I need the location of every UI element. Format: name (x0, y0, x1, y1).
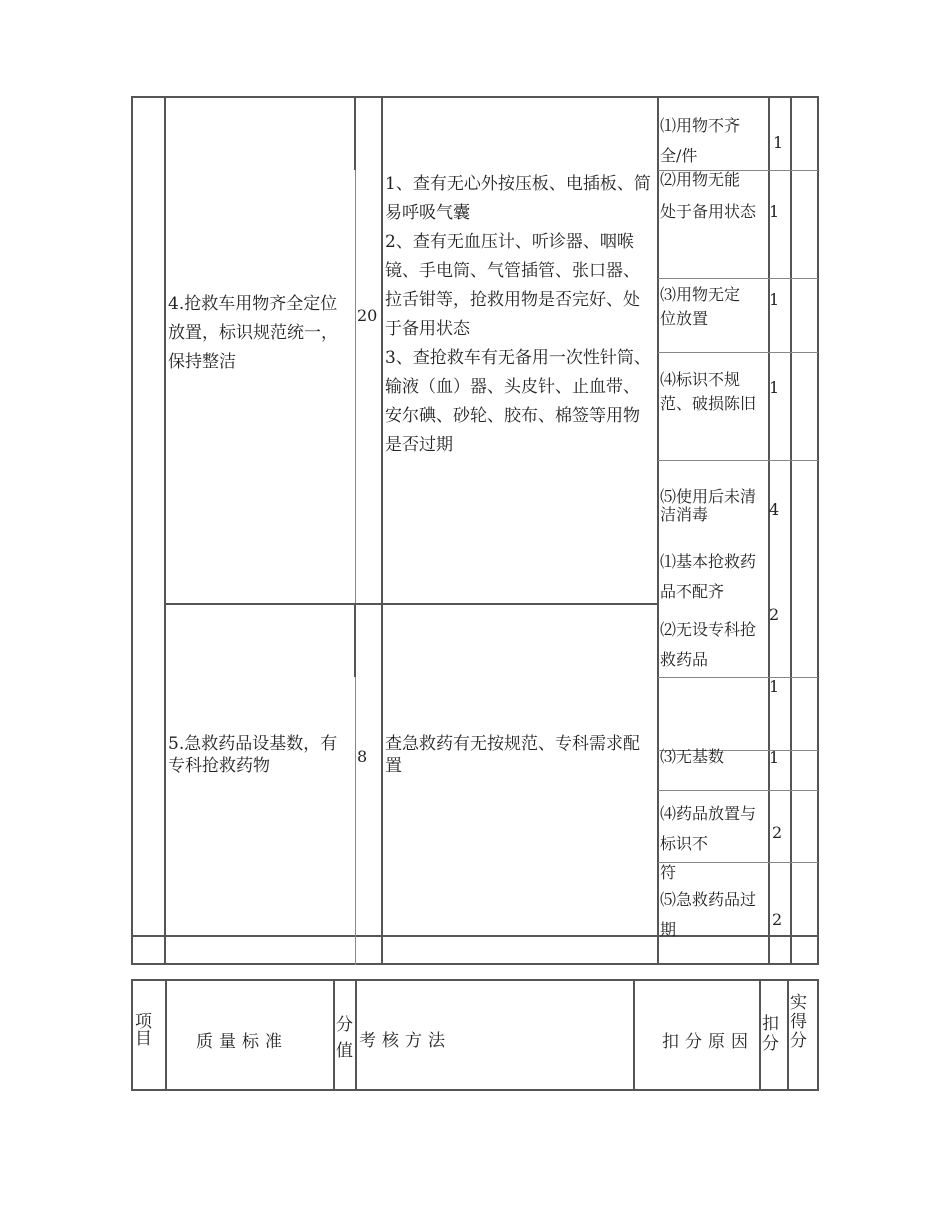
header-quality-standard: 质量标准 (196, 1032, 288, 1052)
header-col-divider (759, 979, 761, 1091)
row-line (658, 460, 818, 461)
header-project: 项目 (135, 1012, 152, 1049)
col-divider-1 (164, 96, 166, 965)
table-right-border (817, 96, 819, 965)
col-divider-2a (354, 96, 356, 170)
header-left-border (131, 979, 133, 1091)
table-section-divider (165, 603, 658, 605)
header-actual-score: 实得分 (790, 993, 807, 1051)
table-top-border (131, 96, 819, 98)
deduction-reason-5-5: 符 (660, 863, 677, 882)
deduction-reason-5-3: ⑶无基数 (660, 747, 725, 766)
row-line (658, 278, 818, 279)
deduction-reason-5-4: ⑷药品放置与标识不 (660, 804, 757, 853)
header-col-divider (787, 979, 789, 1091)
check-method-4: 1、查有无心外按压板、电插板、简易呼吸气囊 2、查有无血压计、听诊器、咽喉镜、手电筒、气管插管、张口器、拉舌钳等，抢救用物是否完好、处于备用状态 3、查抢救车有无备用一次性针筒、输液（血）器、头皮针、止血带、安尔碘、砂轮、胶布、棉签等用物是否过期 (385, 174, 651, 455)
header-col-divider (355, 979, 357, 1091)
deduction-reason-4-4: ⑷标识不规 范、破损陈旧 (660, 370, 757, 413)
header-right-border (817, 979, 819, 1091)
header-check-method: 考核方法 (359, 1031, 451, 1051)
header-deduction: 扣分 (762, 1014, 779, 1054)
deduction-reason-4-1: ⑴用物不齐全/件 (660, 116, 741, 165)
header-deduction-reason: 扣分原因 (662, 1032, 754, 1052)
score-value-5: 8 (357, 747, 368, 766)
quality-standard-5: 5.急救药品设基数，有专科抢救药物 (168, 734, 338, 776)
deduction-points-5-3: 1 (769, 748, 780, 767)
deduction-points-5-5: 2 (772, 910, 783, 929)
deduction-reason-5-6: ⑸急救药品过期 (660, 890, 757, 939)
deduction-reason-4-5: ⑸使用后未清洁消毒 (660, 487, 757, 524)
check-method-5: 查急救药有无按规范、专科需求配置 (385, 734, 640, 776)
col-divider-4 (657, 96, 659, 965)
header-bottom-border (131, 1089, 819, 1091)
deduction-reason-5-2: ⑵无设专科抢救药品 (660, 620, 757, 669)
deduction-points-4-2: 1 (769, 202, 780, 221)
deduction-points-4-3: 1 (769, 290, 780, 309)
table-bottom-border (131, 963, 819, 965)
header-top-border (131, 979, 819, 981)
col-divider-5 (768, 96, 770, 965)
header-col-divider (633, 979, 635, 1091)
header-col-divider (165, 979, 167, 1091)
row-line (658, 352, 818, 353)
score-value-4: 20 (357, 306, 378, 325)
col-divider-3 (381, 96, 383, 965)
deduction-points-5-4: 2 (772, 823, 783, 842)
deduction-points-5-2: 1 (769, 677, 780, 696)
col-divider-6 (790, 96, 792, 965)
header-score: 分值 (336, 1015, 353, 1061)
row-line (658, 677, 818, 678)
col-divider-2c (354, 603, 356, 677)
deduction-points-4-5: 4 (769, 500, 780, 519)
col-divider-2b (355, 170, 356, 603)
col-divider-2d (355, 677, 356, 965)
deduction-points-5-1: 2 (769, 605, 780, 624)
row-line (658, 790, 818, 791)
quality-standard-4: 4.抢救车用物齐全定位放置，标识规范统一，保持整洁 (168, 294, 338, 372)
table-left-border (131, 96, 133, 965)
deduction-reason-5-1: ⑴基本抢救药品不配齐 (660, 552, 757, 601)
header-col-divider (333, 979, 335, 1091)
deduction-reason-4-2: ⑵用物无能 处于备用状态 (660, 170, 757, 221)
deduction-reason-4-3: ⑶用物无定 位放置 (660, 285, 741, 328)
deduction-points-4-4: 1 (769, 378, 780, 397)
deduction-points-4-1: 1 (773, 133, 784, 152)
